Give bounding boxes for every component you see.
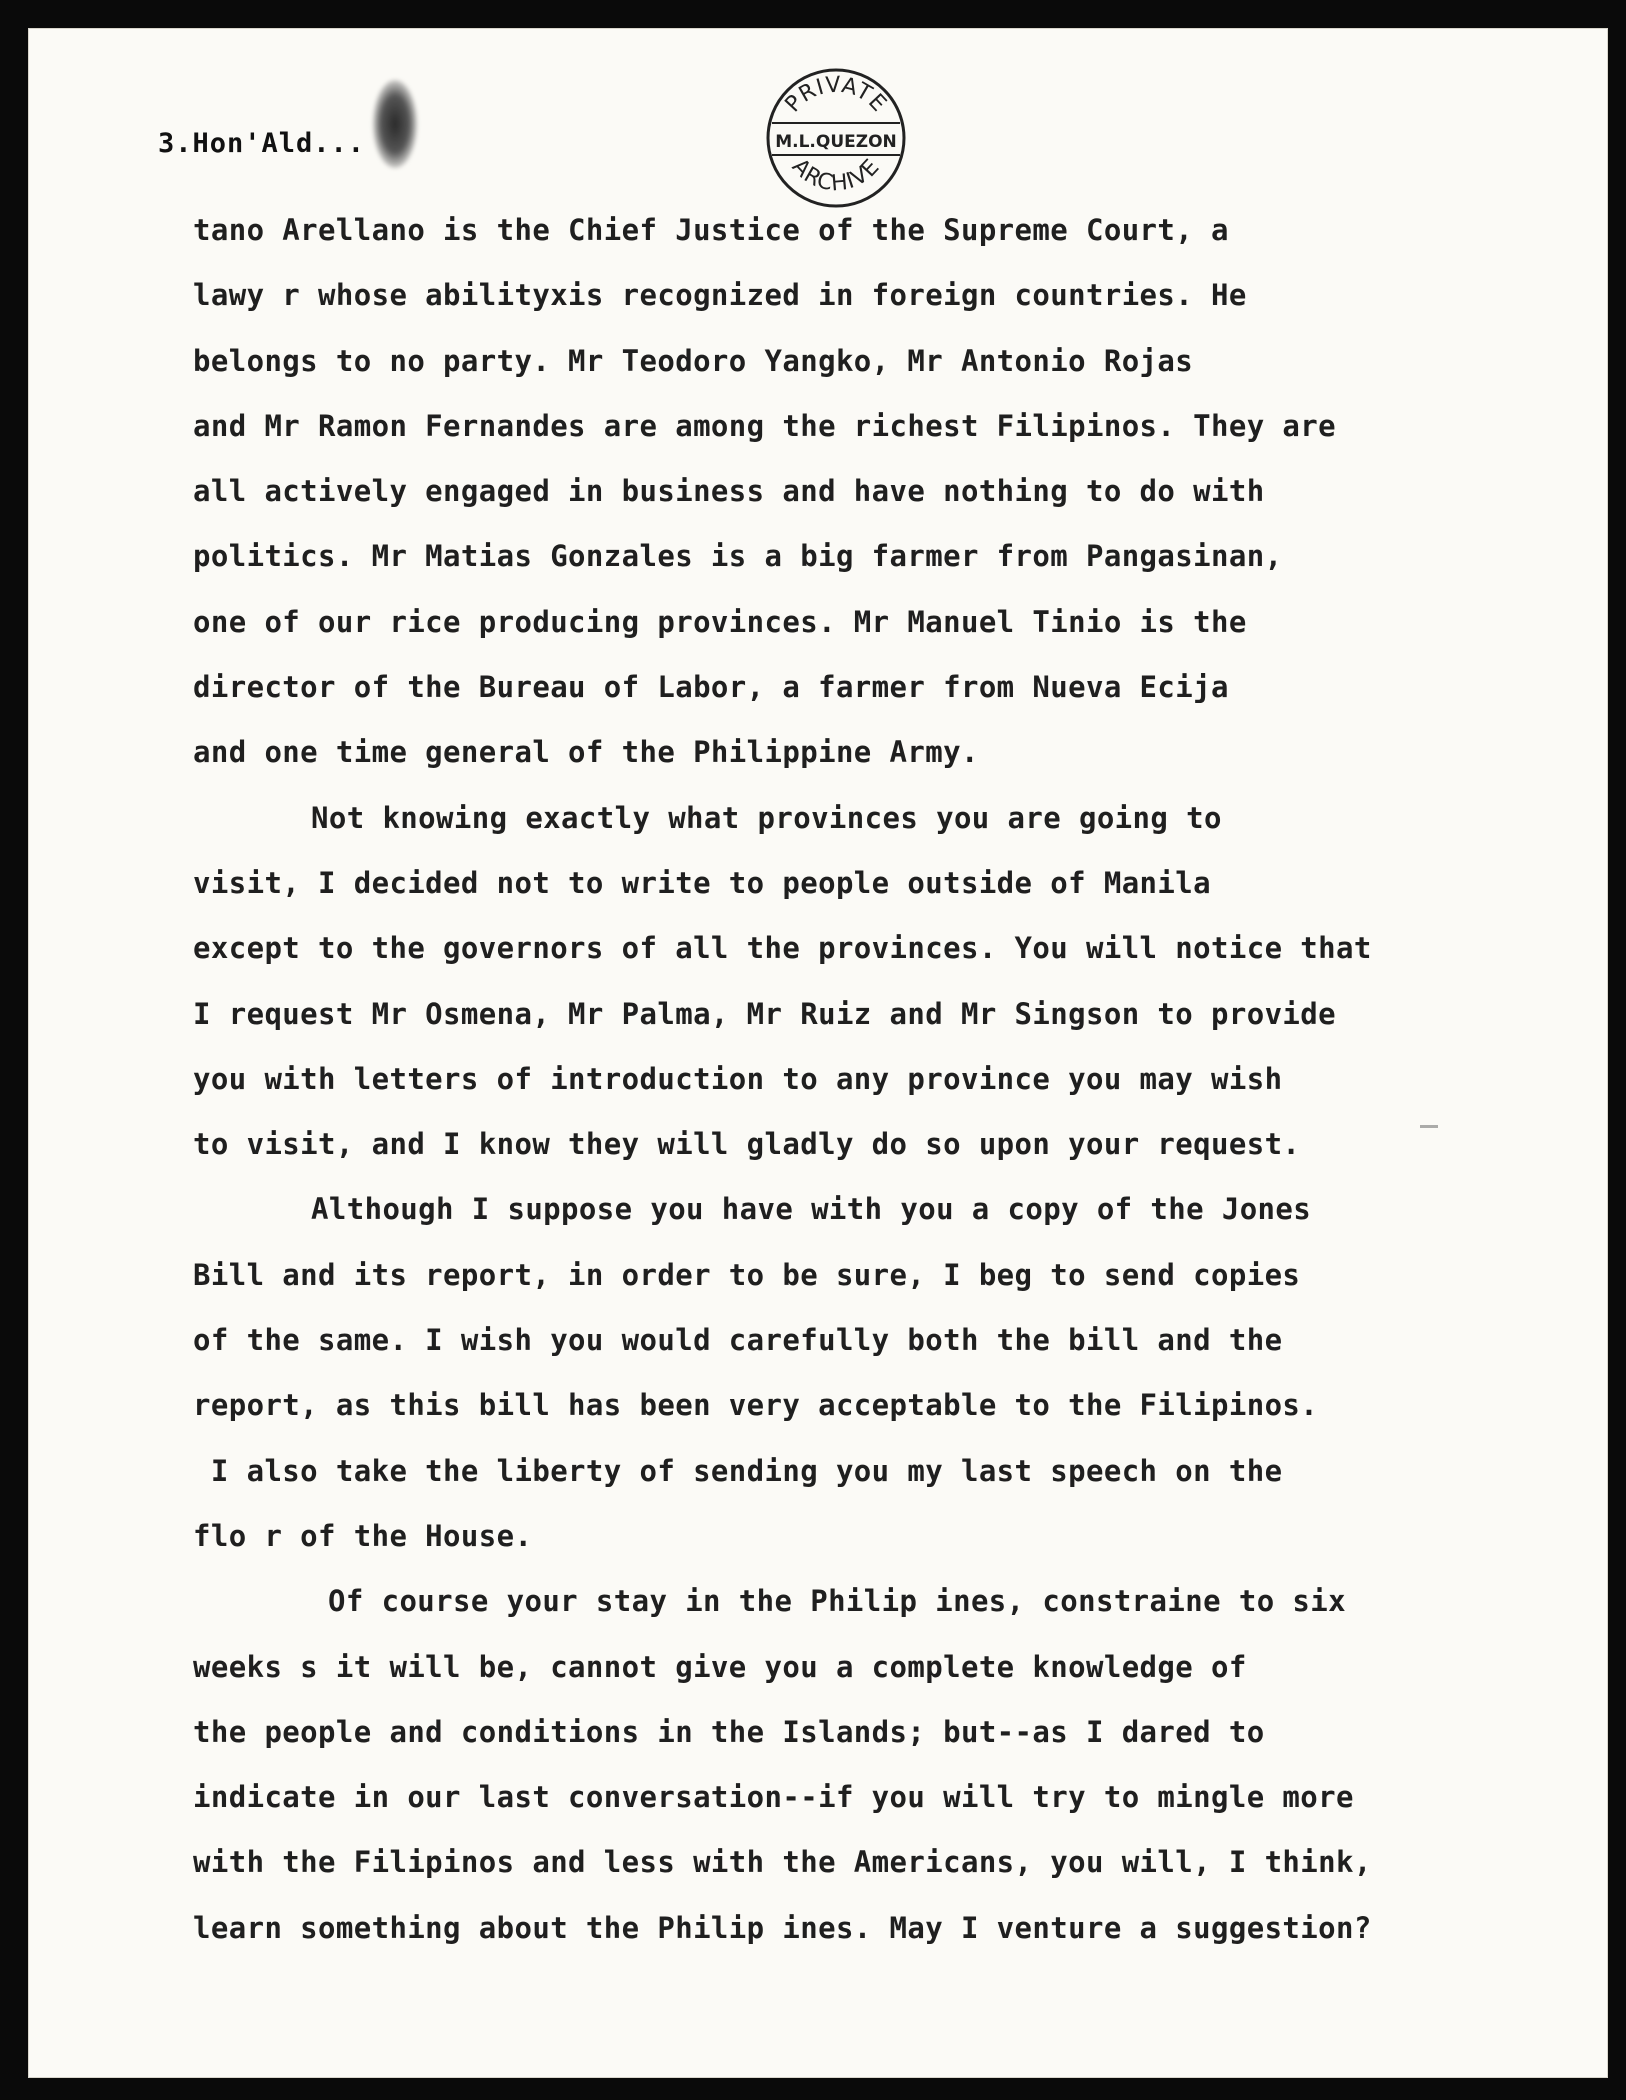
text-line: except to the governors of all the provinces. You will notice that [193, 931, 1372, 966]
text-line: all actively engaged in business and have nothing to do with [193, 474, 1265, 509]
page-reference: 3.Hon'Ald... [158, 128, 366, 159]
ink-smudge [373, 80, 417, 168]
text-line: politics. Mr Matias Gonzales is a big farmer from Pangasinan, [193, 539, 1283, 574]
document-page [28, 28, 1608, 2078]
text-line: to visit, and I know they will gladly do so upon your request. [193, 1127, 1301, 1162]
scan-speck [1420, 1125, 1438, 1128]
text-line: with the Filipinos and less with the Americans, you will, I think, [193, 1845, 1372, 1880]
stamp-middle-text: M.L.QUEZON [775, 132, 897, 152]
text-line: belongs to no party. Mr Teodoro Yangko, Mr Antonio Rojas [193, 343, 1194, 378]
stamp-seal-icon [756, 58, 916, 218]
text-line: director of the Bureau of Labor, a farmer from Nueva Ecija [193, 670, 1229, 705]
text-line: and one time general of the Philippine Army. [193, 735, 979, 770]
letter-body [193, 198, 1553, 1961]
text-line: report, as this bill has been very acceptable to the Filipinos. [193, 1388, 1319, 1423]
text-line: and Mr Ramon Fernandes are among the richest Filipinos. They are [193, 408, 1337, 443]
paragraph-start-line: Although I suppose you have with you a copy of the Jones [311, 1192, 1312, 1227]
text-line: visit, I decided not to write to people outside of Manila [193, 865, 1211, 900]
text-line: tano Arellano is the Chief Justice of the Supreme Court, a [193, 213, 1229, 247]
paragraph-start-line: Of course your stay in the Philip ines, constraine to six [328, 1584, 1346, 1619]
text-line: of the same. I wish you would carefully both the bill and the [193, 1323, 1283, 1358]
text-line: Bill and its report, in order to be sure, I beg to send copies [193, 1257, 1301, 1292]
text-line: flo r of the House. [193, 1518, 533, 1553]
text-line: indicate in our last conversation--if you will try to mingle more [193, 1780, 1354, 1815]
text-line: the people and conditions in the Islands; but--as I dared to [193, 1714, 1265, 1749]
text-line: weeks s it will be, cannot give you a complete knowledge of [193, 1649, 1247, 1684]
text-line: I also take the liberty of sending you my last speech on the [193, 1453, 1283, 1488]
text-line: one of our rice producing provinces. Mr Manuel Tinio is the [193, 604, 1247, 639]
text-line: learn something about the Philip ines. May I venture a suggestion? [193, 1910, 1372, 1945]
text-line: you with letters of introduction to any province you may wish [193, 1061, 1283, 1096]
archive-stamp [756, 58, 916, 218]
stamp-bottom-text: ARCHIVE [786, 154, 886, 197]
paragraph-start-line: Not knowing exactly what provinces you are going to [311, 800, 1222, 835]
text-line: lawy r whose abilityxis recognized in foreign countries. He [193, 278, 1247, 313]
stamp-top-text: PRIVATE [780, 72, 892, 118]
text-line: I request Mr Osmena, Mr Palma, Mr Ruiz and Mr Singson to provide [193, 996, 1337, 1031]
